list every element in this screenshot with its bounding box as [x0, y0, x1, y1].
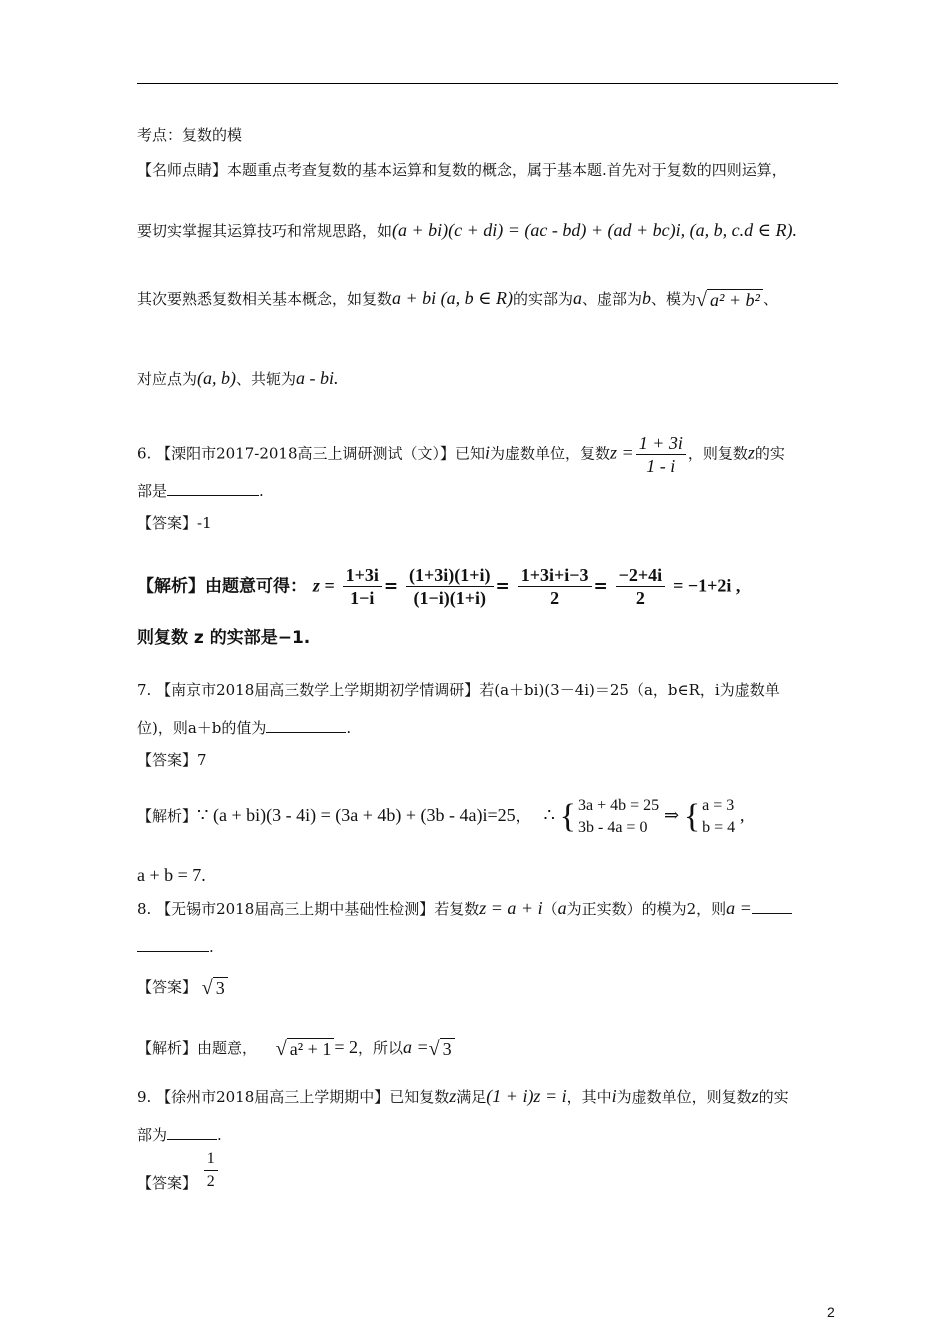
complex-multiplication-formula: (a + bi)(c + di) = (ac - bd) + (ad + bc)i, (a, b, c.d ∈ R). [392, 220, 797, 240]
answer-blank [167, 481, 259, 496]
topic-line: 考点：复数的模 [137, 126, 243, 144]
tip-line-2 [137, 220, 797, 241]
q6-text: 为虚数单位，复数 [490, 444, 611, 463]
q9-line-2 [137, 1125, 222, 1145]
q6-fraction: $\frac{1 + 3i}{1 - i}$ [636, 432, 686, 477]
imag-unit: i [611, 1086, 617, 1106]
z-definition: z = a + i [479, 898, 543, 918]
answer-label: 【答案】 [137, 1174, 198, 1192]
q6-answer: 【答案】-1 [137, 514, 212, 532]
z-symbol: z [747, 442, 755, 463]
solution-equation: ∵ (a + bi)(3 - 4i) = (3a + 4b) + (3b - 4a)i=25 [197, 805, 516, 825]
modulus-sqrt: √ a² + b² [696, 289, 763, 311]
answer-sqrt: √ 3 [202, 977, 228, 999]
a-symbol: a [557, 898, 567, 918]
solution-sqrt-3: √ 3 [429, 1038, 455, 1060]
q6-text: 6. 【溧阳市2017-2018高三上调研测试（文）】已知 [137, 444, 485, 463]
answer-fraction: $\frac{1}{2}$ [204, 1148, 218, 1193]
q6-solution-2: 则复数 z 的实部是−1. [137, 628, 311, 648]
solution-frac-3: $\frac{1+3i+i-3}{2}$ [518, 564, 592, 609]
tip-text: 对应点为 [137, 370, 198, 388]
q9-line-1 [137, 1086, 789, 1107]
a-equals: a = [403, 1037, 429, 1057]
q6-text: 部是 [137, 482, 168, 500]
header-rule [137, 83, 838, 84]
answer-blank [266, 718, 346, 733]
a-equals: a = [726, 898, 752, 918]
solution-label: 【解析】由题意， [137, 1039, 258, 1057]
real-part-symbol: a [573, 288, 582, 308]
q7-result: a + b = 7. [137, 865, 206, 885]
conjugate: a - bi. [296, 368, 339, 388]
tip-text: 其次要熟悉复数相关基本概念，如复数 [137, 290, 393, 308]
q6-text: . [259, 482, 264, 500]
q6-solution: 【解析】由题意可得： z = $\frac{1+3i}{1-i}$ = $\frac{(1+3i)(1+i)}{(1-i)(1+i)}$ = $\frac{1+3i+i-3}{2}$ = $\frac{-2+4i}{2}$ = −1+2i , [137, 565, 741, 608]
q8-line-1 [137, 898, 792, 919]
q9-text: 的实 [758, 1088, 789, 1106]
solution-eq: = 2 [334, 1037, 358, 1057]
answer-blank [752, 899, 792, 914]
q9-answer [137, 1150, 220, 1193]
tip-text: 、模为 [651, 290, 697, 308]
system-equations-2: { a = 3 b = 4 [683, 797, 736, 836]
solution-label: 【解析】 [137, 807, 198, 825]
solution-frac-2: $\frac{(1+3i)(1+i)}{(1-i)(1+i)}$ [406, 564, 494, 609]
tip-text: 、虚部为 [582, 290, 643, 308]
q9-text: ，其中 [566, 1088, 612, 1106]
q9-text: 为虚数单位，则复数 [616, 1088, 752, 1106]
tip-line-1: 【名师点睛】本题重点考查复数的基本运算和复数的概念，属于基本题.首先对于复数的四则运算， [137, 161, 787, 179]
z-symbol: z [449, 1086, 457, 1106]
q8-text: ，所以 [357, 1039, 403, 1057]
q9-text: 满足 [456, 1088, 487, 1106]
solution-result: = −1+2i , [673, 575, 741, 596]
point-coords: (a, b) [197, 368, 237, 388]
tip-text: 的实部为 [512, 290, 573, 308]
tip-text: 要切实掌握其运算技巧和常规思路，如 [137, 222, 393, 240]
q9-text: 部为 [137, 1126, 168, 1144]
answer-label: 【答案】 [137, 978, 198, 996]
tip-line-3 [137, 288, 778, 311]
q7-line-2 [137, 718, 351, 738]
q6-text: ，则复数 [687, 444, 748, 463]
z-symbol: z = [610, 442, 634, 463]
q8-text: . [209, 938, 214, 956]
complex-form: a + bi (a, b ∈ R) [392, 288, 513, 308]
system-equations-1: { 3a + 4b = 25 3b - 4a = 0 [559, 797, 660, 836]
solution-sqrt: √ a² + 1 [276, 1038, 335, 1060]
q7-line-1: 7. 【南京市2018届高三数学上学期期初学情调研】若(a＋bi)(3－4i)＝25（a，b∈R，i为虚数单 [137, 681, 780, 699]
solution-frac-4: $\frac{-2+4i}{2}$ [616, 564, 666, 609]
answer-blank-cont [137, 937, 209, 952]
imag-part-symbol: b [642, 288, 652, 308]
q8-text: （ [542, 900, 558, 918]
q8-text: 8. 【无锡市2018届高三上期中基础性检测】若复数 [137, 900, 480, 918]
imag-unit: i [485, 442, 491, 463]
z-symbol: z = [312, 575, 335, 596]
solution-label: 【解析】由题意可得： [137, 576, 307, 597]
q8-solution [137, 1037, 455, 1060]
page-number: 2 [827, 1304, 835, 1320]
q7-text: ， [515, 807, 531, 825]
q7-text: . [346, 719, 352, 737]
z-symbol: z [751, 1086, 759, 1106]
q9-text: . [217, 1126, 222, 1144]
q7-solution: 【解析】∵ (a + bi)(3 - 4i) = (3a + 4b) + (3b - 4a)i=25， ∴ { 3a + 4b = 25 3b - 4a = 0 ⇒ { a = 3 b = 4 , [137, 795, 744, 839]
tip-text: 、共轭为 [236, 370, 297, 388]
q6-text: 的实 [754, 444, 785, 463]
q7-answer: 【答案】7 [137, 751, 207, 769]
q8-line-2 [137, 937, 214, 957]
q6-line-2 [137, 481, 264, 501]
tip-line-4 [137, 368, 339, 389]
q8-answer [137, 977, 228, 999]
q7-text: 位)，则a＋b的值为 [137, 719, 267, 737]
q8-text: 为正实数）的模为2，则 [566, 900, 727, 918]
answer-blank [167, 1125, 217, 1140]
solution-frac-1: $\frac{1+3i}{1-i}$ [343, 564, 382, 609]
q6-line-1 [137, 432, 785, 477]
z-condition: (1 + i)z = i [486, 1086, 567, 1106]
q9-text: 9. 【徐州市2018届高三上学期期中】已知复数 [137, 1088, 450, 1106]
tip-text: 、 [762, 290, 778, 308]
